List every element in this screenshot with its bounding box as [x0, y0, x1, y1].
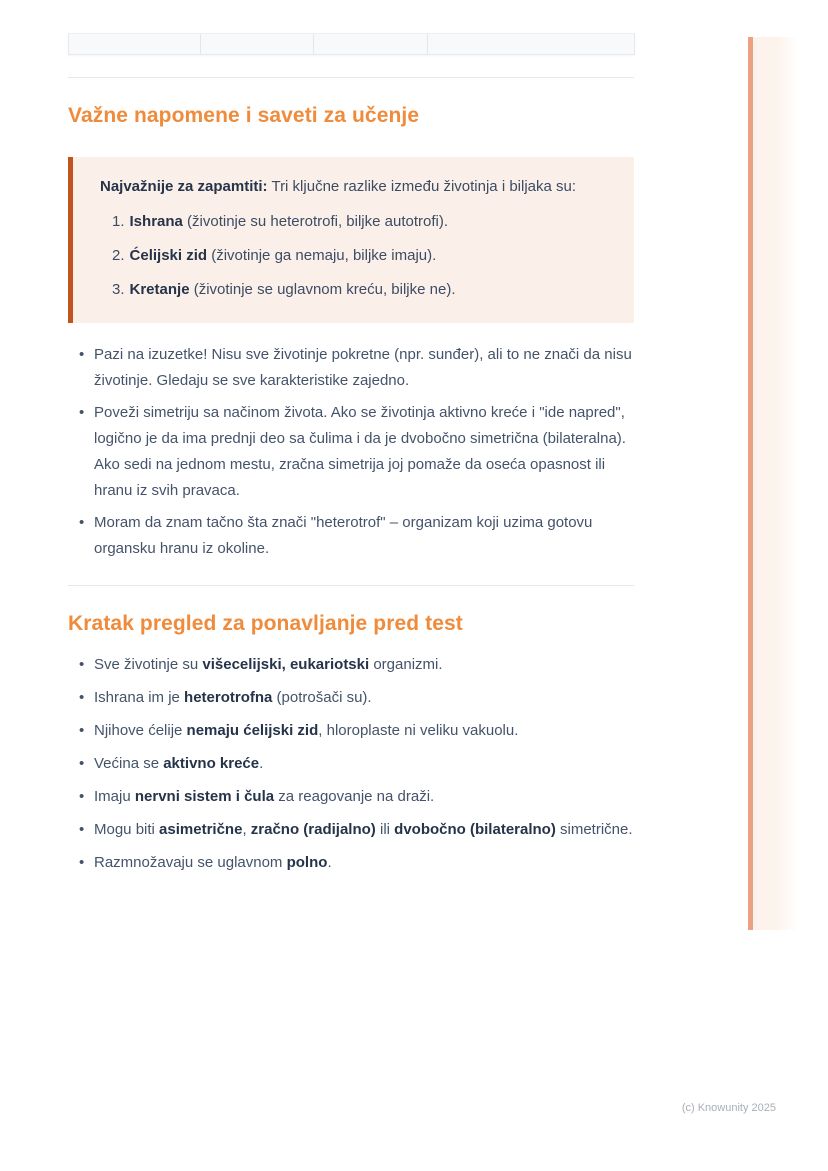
bullet-dot-icon: • [79, 689, 85, 706]
bullet-item [68, 685, 634, 711]
bullet-item [68, 718, 634, 744]
numbered-item [112, 279, 610, 300]
numbered-item [112, 245, 610, 266]
key-points-callout [68, 157, 634, 323]
bullet-text: Ishrana im je heterotrofna (potrošači su). [94, 689, 372, 706]
bullet-item [68, 342, 634, 394]
bullet-text: Sve životinje su višecelijski, eukariotski organizmi. [94, 656, 443, 673]
bullet-item [68, 751, 634, 777]
callout-lead-bold: Najvažnije za zapamtiti: [100, 178, 268, 195]
callout-lead-rest: Tri ključne razlike između životinja i biljaka su: [267, 178, 577, 195]
bullet-dot-icon: • [79, 404, 85, 421]
notes-section-title: Važne napomene i saveti za učenje [68, 104, 420, 127]
callout-numbered-list [100, 211, 610, 300]
footer-credit: (c) Knowunity 2025 [681, 1102, 776, 1114]
bullet-dot-icon: • [79, 821, 85, 838]
bullet-text: Moram da znam tačno šta znači "heterotrof" – organizam koji uzima gotovu organsku hranu iz okoline. [94, 514, 593, 557]
bullet-dot-icon: • [79, 788, 85, 805]
bullet-text: Poveži simetriju sa načinom života. Ako se životinja aktivno kreće i "ide napred", logično je da ima prednji deo sa čulima i da je dvobočno simetrična (bilateralna). Ako sedi na jednom mestu, zračna simetrija joj pomaže da oseća opasnost ili hranu iz svih pravaca. [94, 404, 626, 499]
review-bullet-list [68, 652, 634, 883]
callout-lead [100, 176, 610, 197]
item-text: (životinje su heterotrofi, biljke autotrofi). [182, 213, 448, 230]
bullet-dot-icon: • [79, 656, 85, 673]
bullet-text: Pazi na izuzetke! Nisu sve životinje pokretne (npr. sunđer), ali to ne znači da nisu životinje. Gledaju se sve karakteristike zajedno. [94, 346, 632, 389]
bullet-item [68, 784, 634, 810]
table-fragment [68, 33, 635, 55]
item-text: (životinje se uglavnom kreću, biljke ne). [189, 281, 456, 298]
table-cell [69, 34, 201, 54]
bullet-dot-icon: • [79, 854, 85, 871]
bullet-item [68, 400, 634, 504]
bullet-dot-icon: • [79, 722, 85, 739]
item-number: 3. [112, 281, 125, 298]
section-divider [68, 585, 634, 586]
bullet-text: Imaju nervni sistem i čula za reagovanje na draži. [94, 788, 435, 805]
section-divider [68, 77, 634, 78]
notes-bullet-list [68, 342, 634, 568]
bullet-item [68, 850, 634, 876]
bullet-item [68, 510, 634, 562]
bullet-text: Njihove ćelije nemaju ćelijski zid, hloroplaste ni veliku vakuolu. [94, 722, 519, 739]
table-cell [201, 34, 314, 54]
bullet-text: Razmnožavaju se uglavnom polno. [94, 854, 332, 871]
bullet-text: Većina se aktivno kreće. [94, 755, 264, 772]
review-section-title: Kratak pregled za ponavljanje pred test [68, 612, 463, 635]
bullet-dot-icon: • [79, 346, 85, 363]
bullet-dot-icon: • [79, 514, 85, 531]
item-number: 2. [112, 247, 125, 264]
bullet-text: Mogu biti asimetrične, zračno (radijalno) ili dvobočno (bilateralno) simetrične. [94, 821, 633, 838]
item-term: Ishrana [129, 213, 183, 230]
bullet-item [68, 652, 634, 678]
item-text: (životinje ga nemaju, biljke imaju). [207, 247, 437, 264]
table-cell [314, 34, 428, 54]
item-number: 1. [112, 213, 125, 230]
item-term: Kretanje [129, 281, 190, 298]
numbered-item [112, 211, 610, 232]
bullet-dot-icon: • [79, 755, 85, 772]
table-cell [428, 34, 634, 54]
side-accent-band [753, 37, 798, 930]
item-term: Ćelijski zid [129, 247, 208, 264]
bullet-item [68, 817, 634, 843]
